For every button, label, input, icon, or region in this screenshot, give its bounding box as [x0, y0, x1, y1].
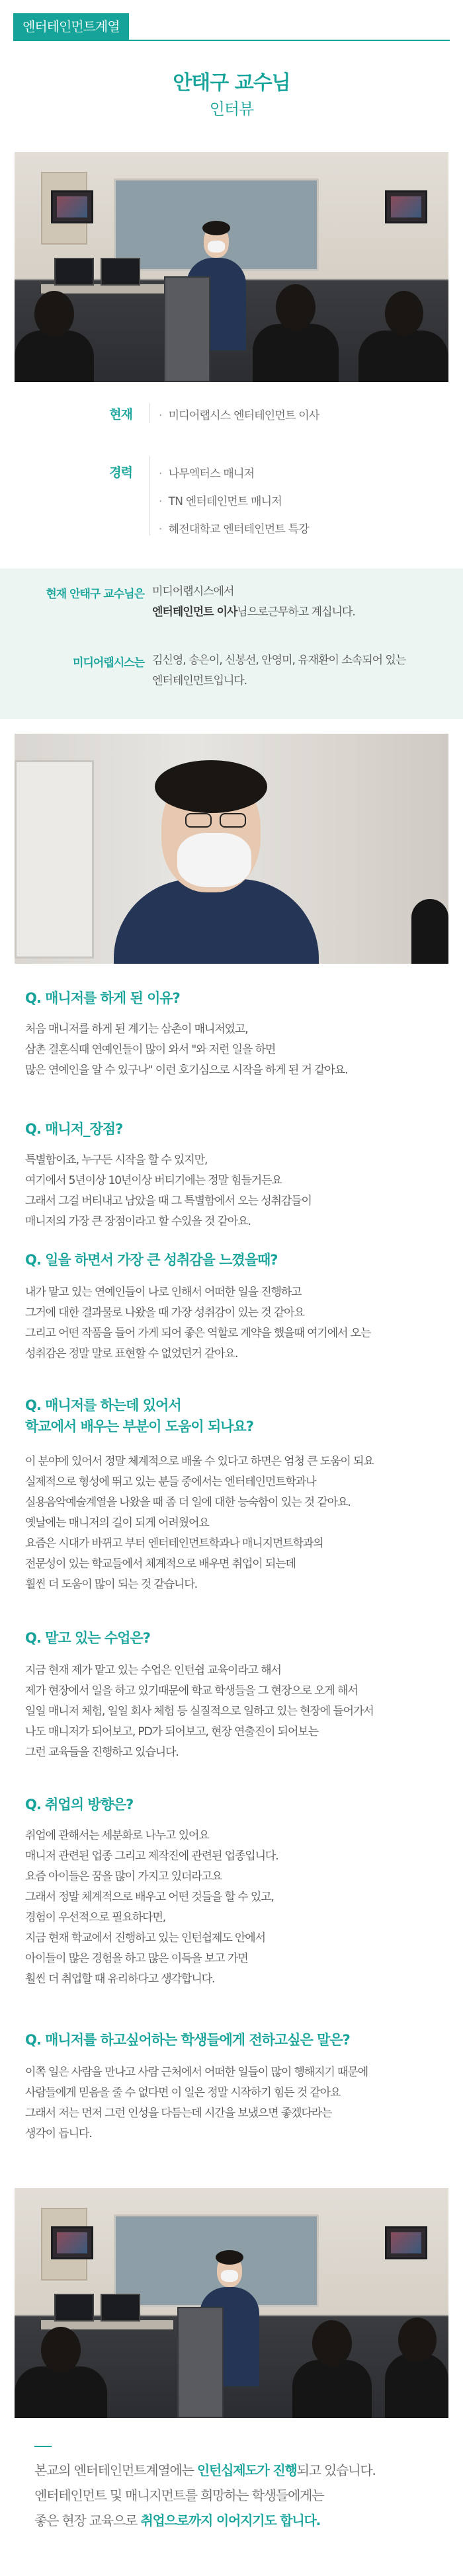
question-1: Q. 매니저를 하게 된 이유? [25, 990, 180, 1006]
question-5: Q. 맡고 있는 수업은? [25, 1630, 150, 1646]
answer-6: 취업에 관해서는 세분화로 나누고 있어요 매니저 관련된 업종 그리고 제작진에 관련된 업종입니다. 요즘 아이들은 꿈을 많이 가지고 있더라고요 그래서 정말 체계적으로 배우고 어떤 것들을 할 수 있고, 경험이 우선적으로 필요하다면, 지금 현재 학교에서 진행하고 있는 인턴쉽제도 안에서 아이들이 많은 경험을 하고 많은 이득을 보고 가면 훨씬 더 취업할 때 유리하다고 생각합니다. [25, 1829, 278, 1986]
question-3: Q. 일을 하면서 가장 큰 성취감을 느꼈을때? [25, 1252, 278, 1268]
current-label: 현재 [109, 407, 132, 422]
header-divider [13, 40, 450, 41]
career-item: · TN 엔터테인먼트 매니저 [159, 495, 282, 508]
answer-1: 처음 매니저를 하게 된 계기는 삼촌이 매니저였고, 삼촌 결혼식때 연예인들이 많이 와서 "와 저런 일을 하면 많은 연예인을 알 수 있구나" 이런 호기심으로 시작을 하게 된 거 같아요. [25, 1023, 348, 1077]
question-4: Q. 매니저를 하는데 있어서 학교에서 배우는 부분이 도움이 되나요? [25, 1397, 254, 1434]
career-item: · 나무엑터스 매니저 [159, 467, 255, 481]
page-subtitle: 인터뷰 [209, 100, 254, 118]
question-6: Q. 취업의 방향은? [25, 1797, 134, 1813]
page-title: 안태구 교수님 [173, 71, 290, 95]
info-box [0, 568, 463, 719]
question-7: Q. 매니저를 하고싶어하는 학생들에게 전하고싶은 말은? [25, 2032, 350, 2048]
answer-5: 지금 현재 제가 맡고 있는 수업은 인턴쉽 교육이라고 해서 제가 현장에서 일을 하고 있기때문에 학교 학생들을 그 현장으로 오게 해서 일일 매니저 체험, 일일 회사 체험 등 실질적으로 일하고 있는 현장에 들어가서 나도 매니저가 되어보고, PD가 되어보고, 현장 연출진이 되어보는 그런 교육들을 진행하고 있습니다. [25, 1664, 374, 1759]
info-text-company: 김신영, 송은이, 신봉선, 안영미, 유재환이 소속되어 있는 엔터테인먼트입니다. [152, 654, 406, 687]
question-2: Q. 매니저_장점? [25, 1121, 123, 1137]
answer-3: 내가 맡고 있는 연예인들이 나로 인해서 어떠한 일을 진행하고 그거에 대한 결과물로 나왔을 때 가장 성취감이 있는 것 같아요 그리고 어떤 작품을 들어 가게 되어 좋은 역할로 계약을 했을때 여기에서 오는 성취감은 정말 말로 표현할 수 없었던거 같아요. [25, 1286, 371, 1360]
career-label: 경력 [109, 465, 132, 480]
footer-text: 본교의 엔터테인먼트계열에는 인턴십제도가 진행되고 있습니다. 엔터테인먼트 및 매니지먼트를 희망하는 학생들에게는 좋은 현장 교육으로 취업으로까지 이어지기도 합니다. [34, 2462, 376, 2528]
info-label-company: 미디어랩시스는 [73, 656, 144, 670]
info-label-professor: 현재 안태구 교수님은 [46, 588, 144, 601]
portrait-photo [15, 734, 448, 964]
classroom-photo-2 [15, 2188, 448, 2418]
current-position: · 미디어랩시스 엔터테인먼트 이사 [159, 409, 319, 422]
category-tag: 엔터테인먼트계열 [13, 13, 129, 40]
answer-4: 이 분야에 있어서 정말 체계적으로 배울 수 있다고 하면은 엄청 큰 도움이 되요 실제적으로 형성에 뛰고 있는 분들 중에서는 엔터테인먼트학과나 실용음악예술계열을 나왔을 때 좀 더 일에 대한 능숙함이 있는 것 같아요. 옛날에는 매니저의 길이 되게 어려웠어요 요즘은 시대가 바뀌고 부터 엔터테인먼트학과나 매니지먼트학과의 전문성이 있는 학교들에서 체계적으로 배우면 취업이 되는데 훨씬 더 도움이 많이 되는 것 같습니다. [25, 1455, 374, 1591]
classroom-photo-1 [15, 152, 448, 382]
profile-section [0, 397, 463, 552]
answer-7: 이쪽 일은 사람을 만나고 사람 근처에서 어떠한 일들이 많이 행해지기 때문에 사람들에게 믿음을 줄 수 없다면 이 일은 정말 시작하기 힘든 것 같아요 그래서 저는 먼저 그런 인성을 다듬는데 시간을 보냈으면 좋겠다라는 생각이 듭니다. [25, 2066, 368, 2140]
answer-2: 특별함이죠, 누구든 시작을 할 수 있지만, 여기에서 5년이상 10년이상 버티기에는 정말 힘들거든요 그래서 그걸 버티내고 남았을 때 그 특별함에서 오는 성취감들이 매니저의 가장 큰 장점이라고 할 수있을 것 같아요. [25, 1153, 312, 1228]
career-item: · 혜전대학교 엔터테인먼트 특강 [159, 523, 309, 536]
info-text-professor: 미디어랩시스에서 엔터테인먼트 이사님으로근무하고 계십니다. [152, 585, 355, 619]
footer-dash [34, 2446, 52, 2447]
